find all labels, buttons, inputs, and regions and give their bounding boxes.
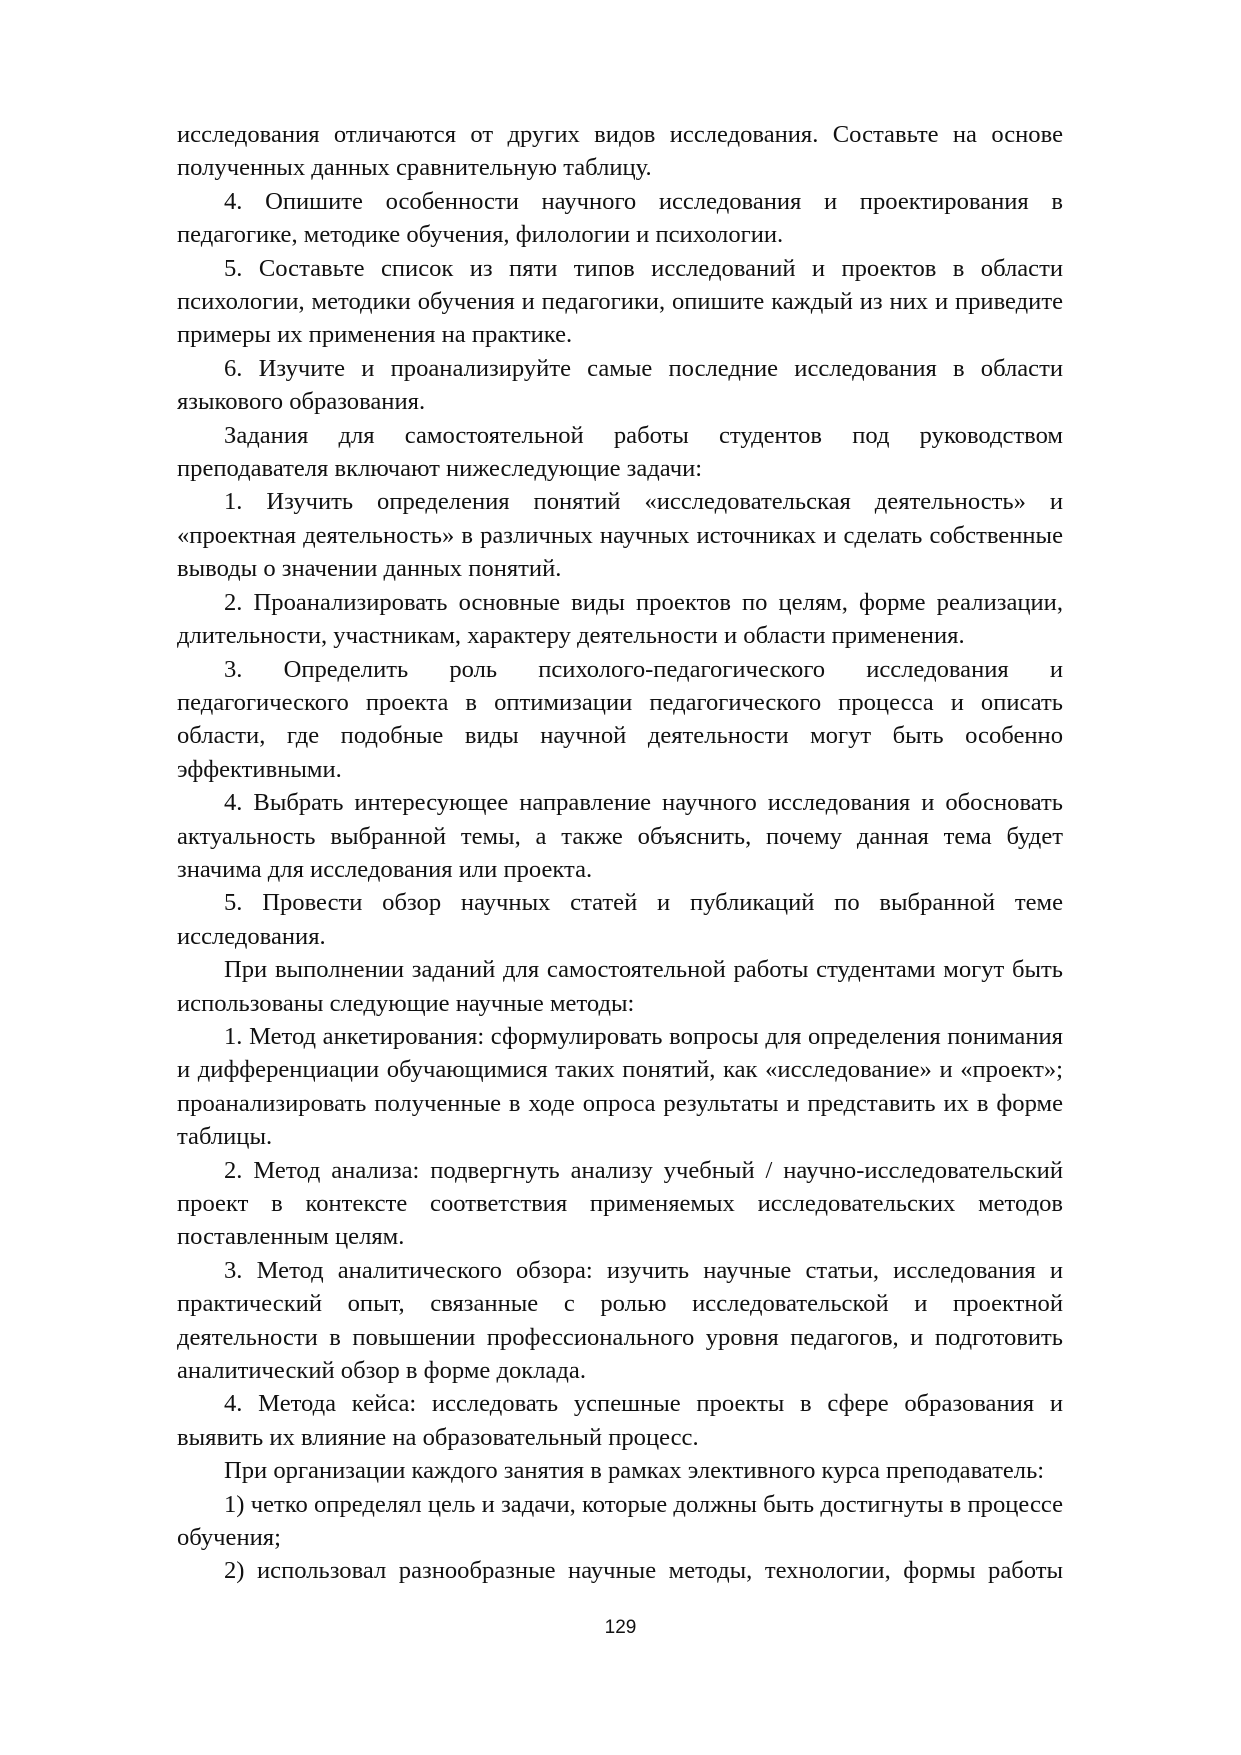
paragraph: 1. Изучить определения понятий «исследовательская деятельность» и «проектная деятельность» в различных научных источниках и сделать собственные выводы о значении данных понятий.: [177, 488, 1063, 583]
paragraph: 2. Метод анализа: подвергнуть анализу учебный / научно-исследовательский проект в контексте соответствия применяемых исследовательских методов поставленным целям.: [177, 1156, 1063, 1251]
paragraph: 4. Выбрать интересующее направление научного исследования и обосновать актуальность выбранной темы, а также объяснить, почему данная тема будет значима для исследования или проекта.: [177, 789, 1063, 883]
paragraph: 6. Изучите и проанализируйте самые последние исследования в области языкового образования.: [177, 354, 1063, 416]
paragraph: 2. Проанализировать основные виды проектов по целям, форме реализации, длительности, участникам, характеру деятельности и области применения.: [177, 588, 1063, 650]
paragraph: 3. Определить роль психолого-педагогического исследования и педагогического проекта в оптимизации педагогического процесса и описать области, где подобные виды научной деятельности могут быть особенно эффективными.: [177, 655, 1063, 783]
paragraph: При выполнении заданий для самостоятельной работы студентами могут быть использованы следующие научные методы:: [177, 956, 1063, 1017]
paragraph: 1) четко определял цель и задачи, которые должны быть достигнуты в процессе обучения;: [177, 1490, 1063, 1552]
paragraph: 4. Метода кейса: исследовать успешные проекты в сфере образования и выявить их влияние на образовательный процесс.: [177, 1390, 1063, 1451]
paragraph: При организации каждого занятия в рамках элективного курса преподаватель:: [224, 1457, 1045, 1485]
paragraph: Задания для самостоятельной работы студентов под руководством преподавателя включают нижеследующие задачи:: [177, 421, 1063, 483]
page-body: [177, 118, 1063, 1588]
page-number: 129: [604, 1617, 637, 1638]
paragraph: 3. Метод аналитического обзора: изучить научные статьи, исследования и практический опыт, связанные с ролью исследовательской и проектной деятельности в повышении профессионального уровня педагогов, и подготовить аналитический обзор в форме доклада.: [177, 1256, 1063, 1385]
paragraph: 5. Провести обзор научных статей и публикаций по выбранной теме исследования.: [177, 889, 1063, 950]
paragraph: 2) использовал разнообразные научные методы, технологии, формы работы: [224, 1557, 1063, 1585]
paragraph: 5. Составьте список из пяти типов исследований и проектов в области психологии, методики обучения и педагогики, опишите каждый из них и приведите примеры их применения на практике.: [177, 254, 1063, 349]
paragraph: исследования отличаются от других видов исследования. Составьте на основе полученных данных сравнительную таблицу.: [177, 121, 1063, 182]
paragraph: 4. Опишите особенности научного исследования и проектирования в педагогике, методике обучения, филологии и психологии.: [177, 187, 1063, 249]
paragraph: 1. Метод анкетирования: сформулировать вопросы для определения понимания и дифференциации обучающимися таких понятий, как «исследование» и «проект»; проанализировать полученные в ходе опроса результаты и представить их в форме таблицы.: [177, 1022, 1063, 1151]
